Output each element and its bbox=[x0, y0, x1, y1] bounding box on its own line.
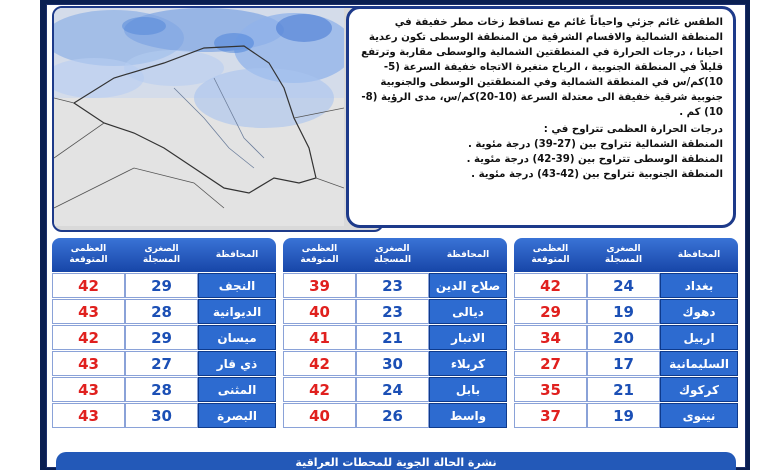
city-cell: ذي قار bbox=[198, 351, 276, 376]
min-cell: 23 bbox=[356, 273, 429, 298]
max-cell: 40 bbox=[283, 403, 356, 428]
table-row bbox=[283, 403, 507, 428]
header-city: المحافظة bbox=[677, 249, 721, 260]
table-row bbox=[283, 325, 507, 350]
table-row bbox=[514, 325, 738, 350]
min-cell: 28 bbox=[125, 299, 198, 324]
max-cell: 41 bbox=[283, 325, 356, 350]
header-city: المحافظة bbox=[446, 249, 490, 260]
max-cell: 42 bbox=[52, 273, 125, 298]
max-cell: 40 bbox=[283, 299, 356, 324]
footer-banner bbox=[56, 452, 736, 470]
city-cell: الانبار bbox=[429, 325, 507, 350]
min-cell: 19 bbox=[587, 299, 660, 324]
table-row bbox=[514, 299, 738, 324]
table-row bbox=[283, 351, 507, 376]
table-row bbox=[52, 377, 276, 402]
middle-temp-line: المنطقة الوسطى تتراوح بين (39-42) درجة مئوية . bbox=[466, 154, 723, 165]
city-cell: البصرة bbox=[198, 403, 276, 428]
min-cell: 17 bbox=[587, 351, 660, 376]
table-row bbox=[52, 299, 276, 324]
max-cell: 34 bbox=[514, 325, 587, 350]
min-cell: 21 bbox=[587, 377, 660, 402]
min-cell: 24 bbox=[356, 377, 429, 402]
table-row bbox=[283, 377, 507, 402]
min-cell: 27 bbox=[125, 351, 198, 376]
table-row bbox=[283, 299, 507, 324]
max-cell: 43 bbox=[52, 403, 125, 428]
temperature-tables bbox=[52, 238, 738, 438]
south-temp-line: المنطقة الجنوبية تتراوح بين (42-43) درجة مئوية . bbox=[471, 169, 723, 180]
table-row bbox=[514, 351, 738, 376]
table-row bbox=[52, 325, 276, 350]
header-city: المحافظة bbox=[215, 249, 259, 260]
temperature-table-south bbox=[52, 238, 276, 428]
header-max: العظمى المتوقعة bbox=[531, 244, 570, 265]
table-row bbox=[283, 273, 507, 298]
max-cell: 42 bbox=[283, 377, 356, 402]
min-cell: 24 bbox=[587, 273, 660, 298]
forecast-paragraph: الطقس غائم جزئي واحياناً غائم مع تساقط زخات مطر خفيفة في المنطقة الشمالية والاقسام الشرقية من المنطقة الوسطى تكون رعدية احيانا ، درجات الحرارة في المنطقتين الشمالية والوسطى مقاربة وترتفع قليلاً في المنطقة الجنوبية ، الرياح متغيرة الاتجاه خفيفة السرعة (5-10)كم/س في المنطقة الشمالية وفي المنطقتين الوسطى والجنوبية جنوبية شرقية خفيفة الى معتدلة السرعة (10-20)كم/س، مدى الرؤية (8-10) كم . bbox=[361, 17, 723, 118]
forecast-text-box bbox=[346, 6, 736, 228]
max-cell: 35 bbox=[514, 377, 587, 402]
max-cell: 43 bbox=[52, 351, 125, 376]
max-cell: 43 bbox=[52, 299, 125, 324]
city-cell: ديالى bbox=[429, 299, 507, 324]
max-cell: 42 bbox=[283, 351, 356, 376]
min-cell: 30 bbox=[125, 403, 198, 428]
max-cell: 42 bbox=[514, 273, 587, 298]
min-cell: 20 bbox=[587, 325, 660, 350]
temperature-table-north-central bbox=[514, 238, 738, 428]
min-cell: 29 bbox=[125, 325, 198, 350]
table-row bbox=[514, 377, 738, 402]
table-row bbox=[52, 403, 276, 428]
table-header bbox=[283, 238, 507, 272]
max-cell: 27 bbox=[514, 351, 587, 376]
city-cell: نينوى bbox=[660, 403, 738, 428]
header-min: الصغرى المسجلة bbox=[142, 244, 181, 265]
table-row bbox=[514, 273, 738, 298]
city-cell: الديوانية bbox=[198, 299, 276, 324]
city-cell: دهوك bbox=[660, 299, 738, 324]
table-row bbox=[52, 273, 276, 298]
header-min: الصغرى المسجلة bbox=[604, 244, 643, 265]
min-cell: 30 bbox=[356, 351, 429, 376]
city-cell: النجف bbox=[198, 273, 276, 298]
max-cell: 29 bbox=[514, 299, 587, 324]
max-cell: 39 bbox=[283, 273, 356, 298]
city-cell: كربلاء bbox=[429, 351, 507, 376]
satellite-map bbox=[52, 6, 384, 232]
max-temps-heading: درجات الحرارة العظمى تتراوح في : bbox=[543, 124, 723, 135]
city-cell: اربيل bbox=[660, 325, 738, 350]
table-header bbox=[52, 238, 276, 272]
min-cell: 21 bbox=[356, 325, 429, 350]
max-cell: 42 bbox=[52, 325, 125, 350]
city-cell: صلاح الدين bbox=[429, 273, 507, 298]
city-cell: كركوك bbox=[660, 377, 738, 402]
city-cell: السليمانية bbox=[660, 351, 738, 376]
temperature-table-central bbox=[283, 238, 507, 428]
min-cell: 28 bbox=[125, 377, 198, 402]
table-row bbox=[52, 351, 276, 376]
footer-text: نشرة الحالة الجوية للمحطات العراقية bbox=[295, 456, 497, 469]
city-cell: واسط bbox=[429, 403, 507, 428]
iraq-cloud-map-image bbox=[54, 8, 344, 226]
max-cell: 43 bbox=[52, 377, 125, 402]
header-min: الصغرى المسجلة bbox=[373, 244, 412, 265]
table-header bbox=[514, 238, 738, 272]
max-cell: 37 bbox=[514, 403, 587, 428]
north-temp-line: المنطقة الشمالية تتراوح بين (27-39) درجة مئوية . bbox=[468, 139, 723, 150]
city-cell: المثنى bbox=[198, 377, 276, 402]
min-cell: 23 bbox=[356, 299, 429, 324]
city-cell: ميسان bbox=[198, 325, 276, 350]
city-cell: بغداد bbox=[660, 273, 738, 298]
min-cell: 19 bbox=[587, 403, 660, 428]
city-cell: بابل bbox=[429, 377, 507, 402]
header-max: العظمى المتوقعة bbox=[300, 244, 339, 265]
header-max: العظمى المتوقعة bbox=[69, 244, 108, 265]
table-row bbox=[514, 403, 738, 428]
min-cell: 29 bbox=[125, 273, 198, 298]
min-cell: 26 bbox=[356, 403, 429, 428]
